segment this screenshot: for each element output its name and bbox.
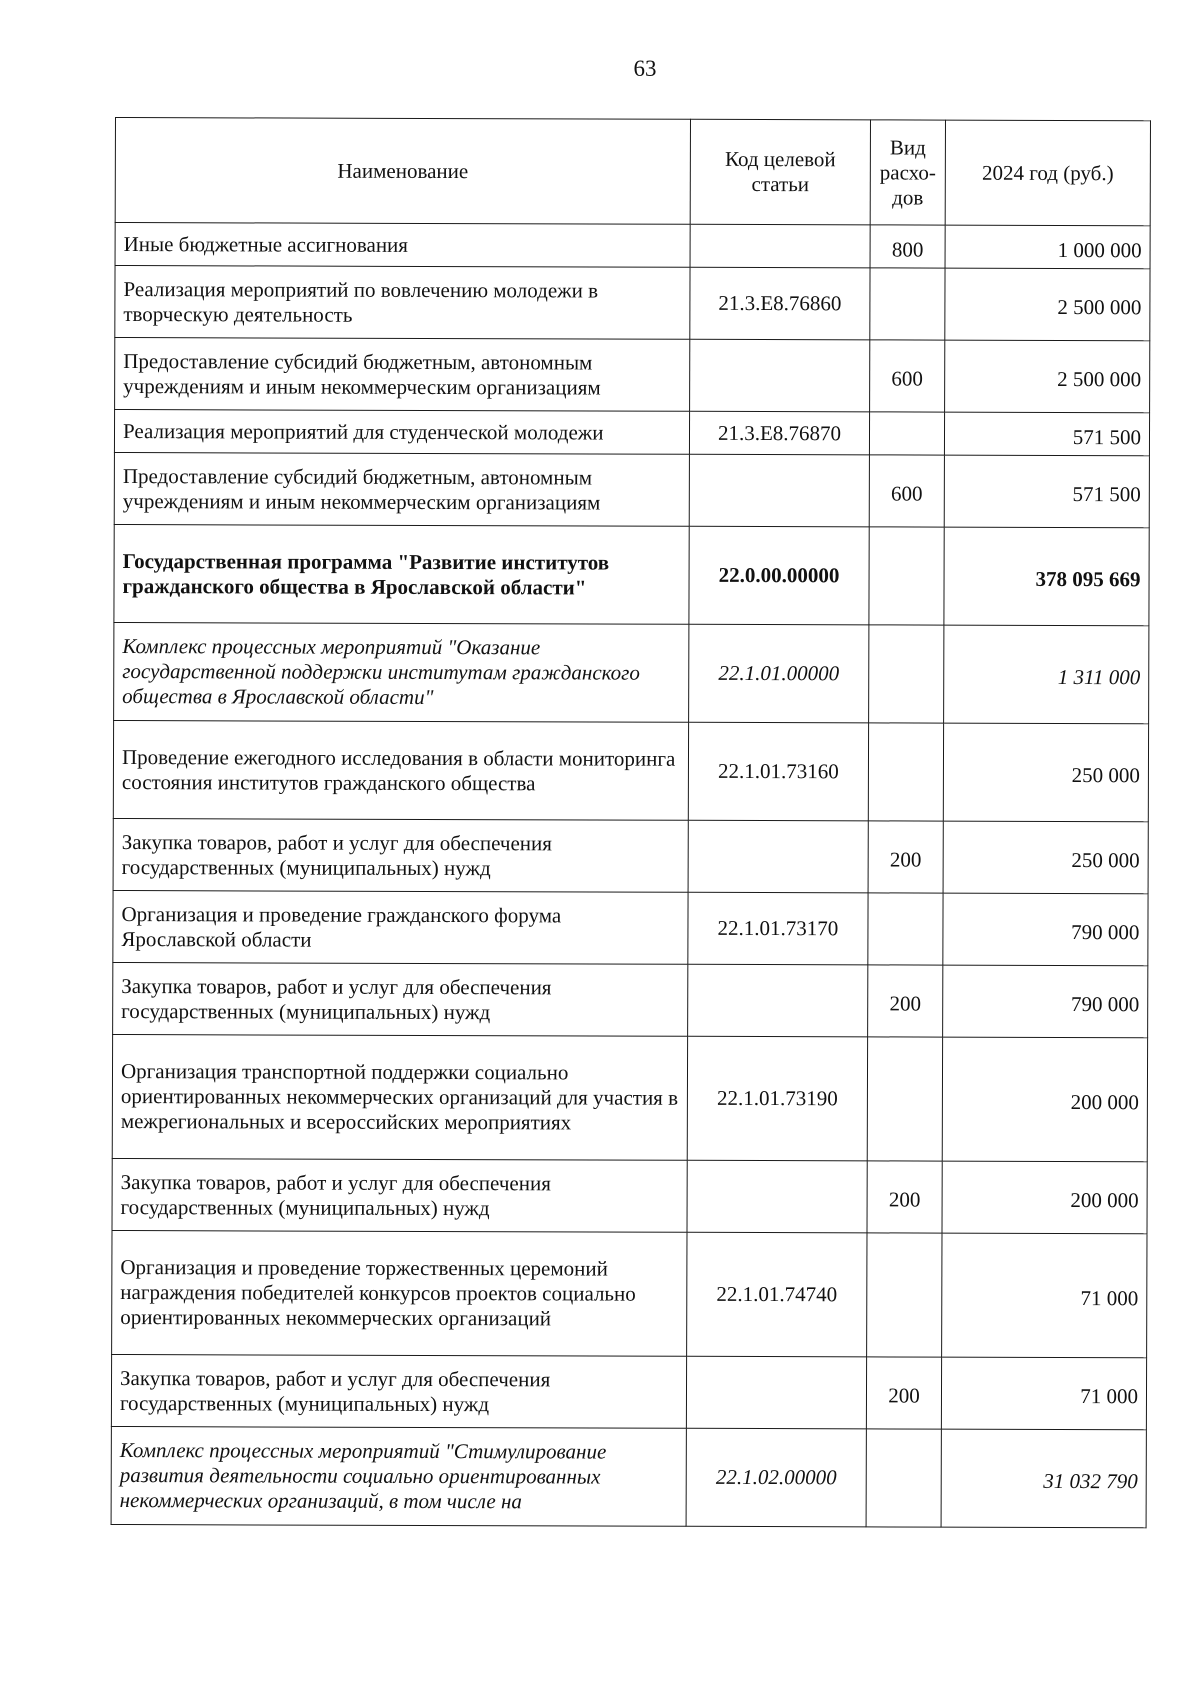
header-kind: Вид расхо-дов <box>870 120 945 225</box>
cell-kind <box>870 225 945 268</box>
cell-kind <box>867 1161 942 1233</box>
cell-kind-text: 200 <box>889 991 922 1016</box>
cell-code: 22.1.01.00000 <box>689 624 869 723</box>
cell-sum <box>944 625 1149 724</box>
cell-sum-text: 1 000 000 <box>1057 237 1142 262</box>
cell-code: 21.3.E8.76870 <box>689 411 869 455</box>
cell-sum-text: 250 000 <box>1071 848 1140 873</box>
cell-name: Реализация мероприятий по вовлечению молодежи в творческую деятельность <box>115 266 690 340</box>
cell-code <box>690 224 870 268</box>
cell-kind <box>867 1037 942 1161</box>
cell-sum <box>944 412 1149 456</box>
cell-name: Закупка товаров, работ и услуг для обеспечения государственных (муниципальных) нужд <box>113 818 688 892</box>
table-row <box>115 338 1150 413</box>
cell-code <box>688 820 868 893</box>
table-row <box>111 1354 1146 1429</box>
table-row <box>113 818 1148 893</box>
cell-code <box>689 454 869 527</box>
cell-name: Комплекс процессных мероприятий "Оказание государственной поддержки институтам гражданского общества в Ярославской области" <box>114 622 689 722</box>
cell-sum-text: 71 000 <box>1080 1384 1139 1409</box>
table-row <box>111 1426 1146 1527</box>
cell-name: Закупка товаров, работ и услуг для обеспечения государственных (муниципальных) нужд <box>112 1158 687 1232</box>
cell-kind-text: 200 <box>889 847 922 872</box>
cell-code <box>690 339 870 412</box>
cell-kind <box>869 455 944 527</box>
cell-sum <box>941 1429 1146 1528</box>
cell-name: Предоставление субсидий бюджетным, автономным учреждениям и иным некоммерческим организациям <box>114 452 689 526</box>
cell-kind <box>866 1429 941 1527</box>
cell-code: 22.1.01.73170 <box>688 892 868 965</box>
page-number: 63 <box>633 56 657 81</box>
budget-table <box>111 117 1151 1528</box>
cell-name: Реализация мероприятий для студенческой молодежи <box>114 410 689 455</box>
cell-name: Государственная программа "Развитие институтов гражданского общества в Ярославской области" <box>114 524 689 624</box>
cell-name: Иные бюджетные ассигнования <box>115 223 690 268</box>
table-row <box>114 524 1149 625</box>
cell-kind <box>870 268 945 340</box>
cell-code <box>687 1160 867 1233</box>
table-row <box>112 1158 1147 1233</box>
cell-name: Предоставление субсидий бюджетным, автономным учреждениям и иным некоммерческим организациям <box>115 338 690 412</box>
cell-kind-text: 600 <box>891 481 923 506</box>
cell-sum <box>945 225 1150 269</box>
cell-sum-text: 378 095 669 <box>1035 566 1141 592</box>
cell-code: 22.0.00.00000 <box>689 526 869 625</box>
cell-sum-text: 200 000 <box>1070 1188 1139 1213</box>
cell-name: Организация и проведение гражданского форума Ярославской области <box>113 890 688 964</box>
cell-name: Организация и проведение торжественных церемоний награждения победителей конкурсов проектов социально ориентированных некоммерческих организаций <box>112 1230 687 1356</box>
cell-kind-text: 600 <box>891 366 923 391</box>
cell-sum <box>943 965 1148 1038</box>
cell-sum <box>942 1233 1147 1358</box>
cell-kind-text: 200 <box>888 1383 920 1408</box>
cell-kind-text: 800 <box>891 236 924 262</box>
table-row <box>112 1230 1147 1357</box>
cell-sum <box>943 821 1148 894</box>
cell-sum <box>943 893 1148 966</box>
cell-sum-text: 790 000 <box>1070 992 1140 1017</box>
cell-sum <box>945 268 1150 341</box>
cell-kind <box>869 412 944 455</box>
cell-kind <box>868 893 943 965</box>
cell-sum-text: 250 000 <box>1071 763 1140 788</box>
cell-name: Закупка товаров, работ и услуг для обеспечения государственных (муниципальных) нужд <box>111 1354 686 1428</box>
cell-sum <box>944 455 1149 528</box>
cell-code <box>686 1356 866 1429</box>
cell-sum <box>944 527 1149 626</box>
table-row <box>113 890 1148 965</box>
cell-sum <box>945 340 1150 413</box>
table-header-row <box>115 118 1150 226</box>
cell-sum <box>943 723 1148 822</box>
table-body <box>111 223 1150 1528</box>
table-row <box>115 266 1150 341</box>
cell-kind-text: 200 <box>888 1187 921 1212</box>
cell-sum <box>942 1161 1147 1234</box>
header-code: Код целевой статьи <box>690 119 870 225</box>
cell-code <box>688 964 868 1037</box>
cell-sum-text: 71 000 <box>1080 1286 1139 1311</box>
table-row <box>113 962 1148 1037</box>
table-row <box>114 452 1149 527</box>
budget-table-container <box>111 117 1150 1528</box>
table-row <box>114 622 1149 723</box>
header-sum: 2024 год (руб.) <box>945 120 1150 226</box>
cell-sum-text: 2 500 000 <box>1057 294 1142 320</box>
cell-name: Комплекс процессных мероприятий "Стимулирование развития деятельности социально ориентированных некоммерческих организаций, в том числе на <box>111 1426 686 1526</box>
cell-kind <box>869 625 944 723</box>
cell-name: Организация транспортной поддержки социально ориентированных некоммерческих организаций для участия в межрегиональных и всероссийских мероприятиях <box>112 1034 687 1160</box>
cell-name: Проведение ежегодного исследования в области мониторинга состояния институтов гражданского общества <box>113 720 688 820</box>
cell-sum-text: 790 000 <box>1071 920 1140 945</box>
cell-sum-text: 1 311 000 <box>1057 664 1141 690</box>
cell-kind <box>870 340 945 412</box>
cell-code: 22.1.01.74740 <box>687 1232 867 1357</box>
cell-kind <box>869 527 944 625</box>
table-row <box>115 223 1150 269</box>
cell-code: 21.3.E8.76860 <box>690 267 870 340</box>
cell-code: 22.1.01.73160 <box>688 722 868 821</box>
cell-sum <box>942 1037 1147 1162</box>
cell-code: 22.1.02.00000 <box>686 1428 866 1527</box>
cell-kind <box>867 1233 942 1357</box>
cell-name: Закупка товаров, работ и услуг для обеспечения государственных (муниципальных) нужд <box>113 962 688 1036</box>
cell-kind <box>868 821 943 893</box>
cell-code: 22.1.01.73190 <box>687 1036 867 1161</box>
cell-kind <box>868 723 943 821</box>
cell-kind <box>868 965 943 1037</box>
cell-sum-text: 571 500 <box>1072 424 1142 449</box>
cell-kind <box>866 1357 941 1429</box>
table-row <box>114 410 1149 456</box>
header-name: Наименование <box>115 118 690 225</box>
cell-sum-text: 2 500 000 <box>1057 366 1142 392</box>
cell-sum-text: 200 000 <box>1070 1090 1139 1115</box>
cell-sum-text: 31 032 790 <box>1043 1468 1138 1494</box>
table-row <box>113 720 1148 821</box>
table-row <box>112 1034 1147 1161</box>
cell-sum-text: 571 500 <box>1072 482 1141 507</box>
cell-sum <box>941 1357 1146 1430</box>
